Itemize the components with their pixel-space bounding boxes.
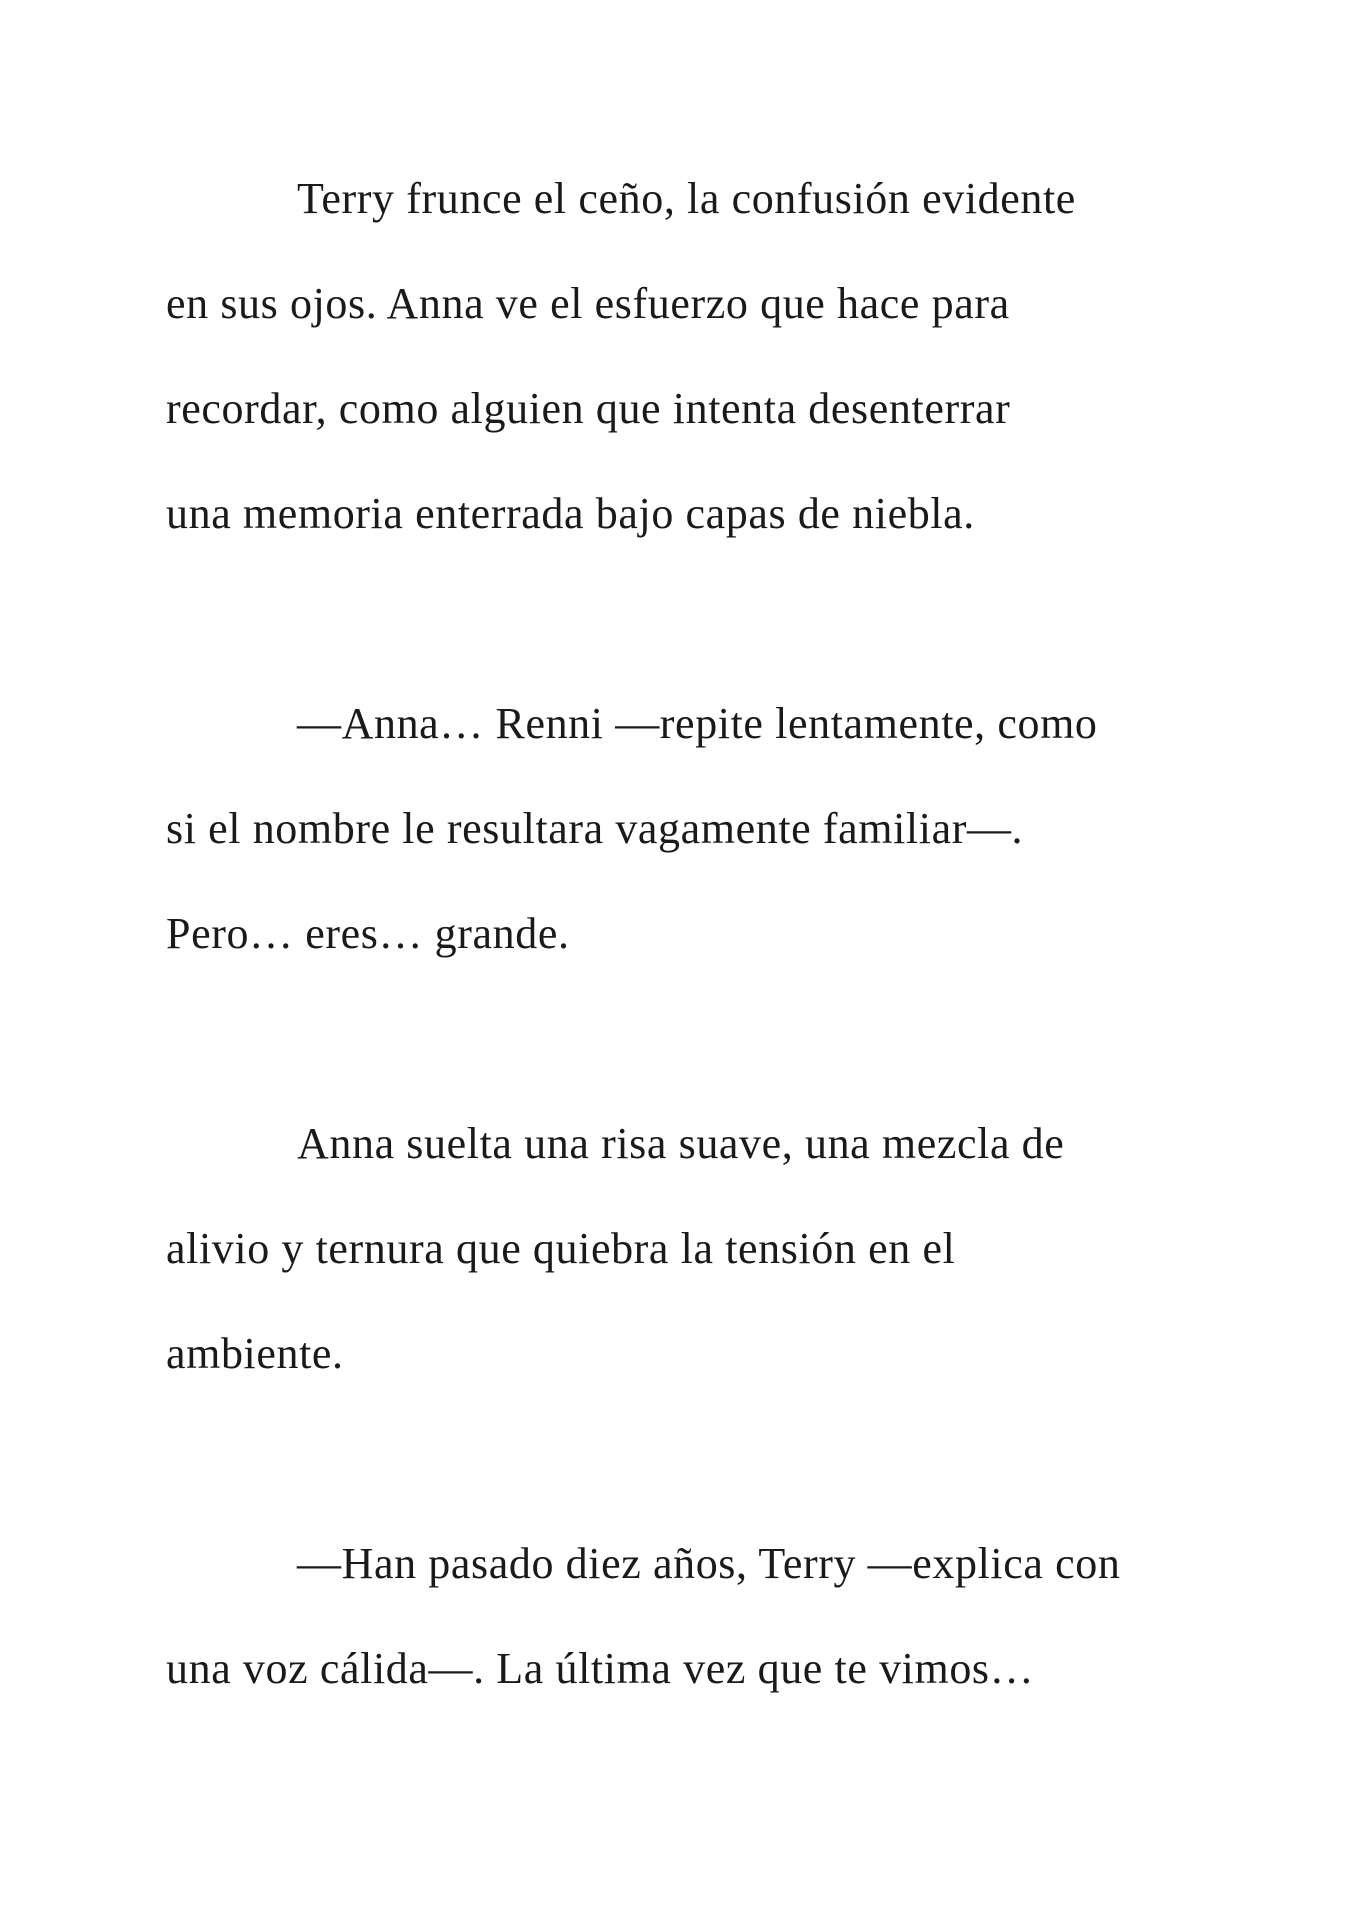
paragraph-1-line-4: una memoria enterrada bajo capas de niebla. xyxy=(166,489,975,538)
paragraph-2-line-1: —Anna… Renni —repite lentamente, como xyxy=(297,699,1098,748)
paragraph-3-line-3: ambiente. xyxy=(166,1329,344,1378)
paragraph-3-line-2: alivio y ternura que quiebra la tensión en el xyxy=(166,1224,956,1273)
paragraph-3-line-1: Anna suelta una risa suave, una mezcla de xyxy=(297,1119,1065,1168)
paragraph-1-line-1: Terry frunce el ceño, la confusión evidente xyxy=(297,174,1076,223)
paragraph-4-line-2: una voz cálida—. La última vez que te vimos… xyxy=(166,1644,1035,1693)
paragraph-2-line-2: si el nombre le resultara vagamente familiar—. xyxy=(166,804,1024,853)
paragraph-1-line-3: recordar, como alguien que intenta desenterrar xyxy=(166,384,1011,433)
paragraph-1-line-2: en sus ojos. Anna ve el esfuerzo que hace para xyxy=(166,279,1010,328)
paragraph-2-line-3: Pero… eres… grande. xyxy=(166,909,570,958)
paragraph-4-line-1: —Han pasado diez años, Terry —explica con xyxy=(297,1539,1121,1588)
